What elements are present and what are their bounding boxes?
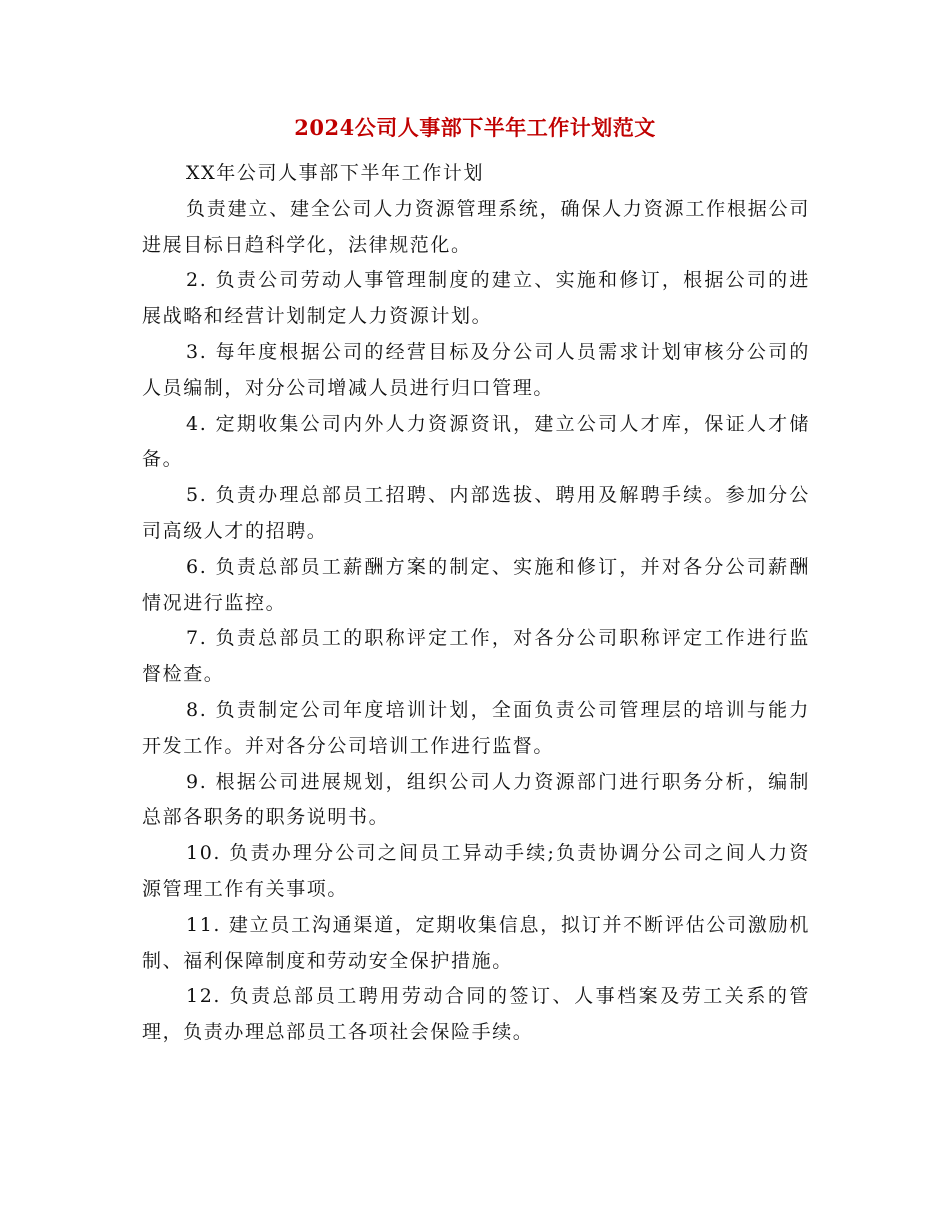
paragraph-subtitle: XX年公司人事部下半年工作计划 (186, 162, 485, 184)
paragraph-item-9: 9. 根据公司进展规划，组织公司人力资源部门进行职务分析，编制总部各职务的职务说明书。 (142, 770, 810, 829)
paragraph-item-1: 负责建立、建全公司人力资源管理系统，确保人力资源工作根据公司进展目标日趋科学化，法律规范化。 (142, 197, 810, 256)
paragraph-item-12: 12. 负责总部员工聘用劳动合同的签订、人事档案及劳工关系的管理，负责办理总部员工各项社会保险手续。 (142, 985, 810, 1044)
paragraph-item-3: 3. 每年度根据公司的经营目标及分公司人员需求计划审核分公司的人员编制，对分公司增减人员进行归口管理。 (142, 340, 810, 399)
paragraph-item-8: 8. 负责制定公司年度培训计划，全面负责公司管理层的培训与能力开发工作。并对各分公司培训工作进行监督。 (142, 698, 810, 757)
page-title: 2024公司人事部下半年工作计划范文 (294, 115, 656, 140)
paragraph-item-7: 7. 负责总部员工的职称评定工作，对各分公司职称评定工作进行监督检查。 (142, 627, 810, 686)
paragraph-item-4: 4. 定期收集公司内外人力资源资讯，建立公司人才库，保证人才储备。 (142, 412, 810, 471)
paragraph-item-11: 11. 建立员工沟通渠道，定期收集信息，拟订并不断评估公司激励机制、福利保障制度和劳动安全保护措施。 (142, 913, 810, 972)
paragraph-item-5: 5. 负责办理总部员工招聘、内部选拔、聘用及解聘手续。参加分公司高级人才的招聘。 (142, 484, 810, 542)
document-body (142, 156, 810, 1051)
paragraph-item-10: 10. 负责办理分公司之间员工异动手续;负责协调分公司之间人力资源管理工作有关事项。 (142, 842, 810, 900)
paragraph-item-6: 6. 负责总部员工薪酬方案的制定、实施和修订，并对各分公司薪酬情况进行监控。 (142, 555, 810, 614)
paragraph-item-2: 2. 负责公司劳动人事管理制度的建立、实施和修订，根据公司的进展战略和经营计划制定人力资源计划。 (142, 269, 810, 328)
